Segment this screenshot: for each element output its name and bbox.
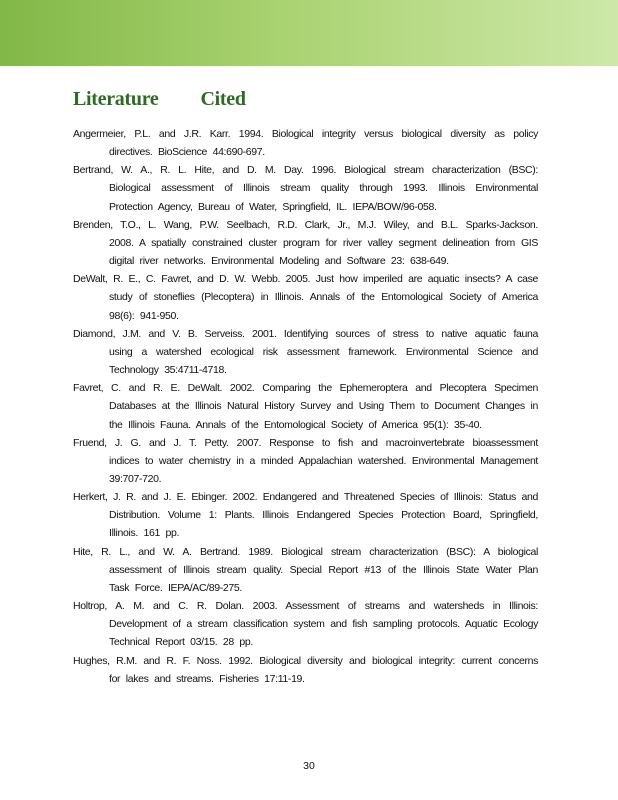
header-band [0, 0, 618, 66]
reference-entry: Favret, C. and R. E. DeWalt. 2002. Comparing the Ephemeroptera and Plecoptera Specimen Databases at the Illinois Natural History Survey and Using Them to Document Changes in the Illinois Fauna. Annals of the Entomological Society of America 95(1): 35-40. [73, 382, 538, 431]
reference-entry: Bertrand, W. A., R. L. Hite, and D. M. Day. 1996. Biological stream characterization (BSC): Biological assessment of Illinois stream quality through 1993. Illinois Environmental Protection Agency, Bureau of Water, Springfield, IL. IEPA/BOW/96-058. [73, 164, 538, 213]
reference-entry: Holtrop, A. M. and C. R. Dolan. 2003. Assessment of streams and watersheds in Illinois: Development of a stream classification system and fish sampling protocols. Aquatic Ecology Technical Report 03/15. 28 pp. [73, 600, 538, 649]
reference-entry: Brenden, T.O., L. Wang, P.W. Seelbach, R.D. Clark, Jr., M.J. Wiley, and B.L. Sparks-Jackson. 2008. A spatially constrained cluster program for river valley segment delineation from GIS digital river networks. Environmental Modeling and Software 23: 638-649. [73, 218, 538, 268]
reference-entry: Diamond, J.M. and V. B. Serveiss. 2001. Identifying sources of stress to native aquatic fauna using a watershed ecological risk assessment framework. Environmental Science and Technology 35:4711-4718. [73, 327, 538, 377]
reference-entry: Angermeier, P.L. and J.R. Karr. 1994. Biological integrity versus biological diversity as policy directives. BioScience 44:690-697. [73, 128, 538, 159]
reference-entry: Fruend, J. G. and J. T. Petty. 2007. Response to fish and macroinvertebrate bioassessment indices to water chemistry in a minded Appalachian watershed. Environmental Management 39:707-720. [73, 436, 538, 485]
reference-list [73, 125, 538, 688]
reference-entry: Hughes, R.M. and R. F. Noss. 1992. Biological diversity and biological integrity: current concerns for lakes and streams. Fisheries 17:11-19. [73, 654, 538, 685]
reference-entry: DeWalt, R. E., C. Favret, and D. W. Webb. 2005. Just how imperiled are aquatic insects? A case study of stoneflies (Plecoptera) in Illinois. Annals of the Entomological Society of America 98(6): 941-950. [73, 273, 538, 322]
page-number: 30 [303, 760, 315, 772]
title-word-literature: Literature [73, 88, 159, 110]
reference-entry: Herkert, J. R. and J. E. Ebinger. 2002. Endangered and Threatened Species of Illinois: Status and Distribution. Volume 1: Plants. Illinois Endangered Species Protection Board, Springfield, Illinois. 161 pp. [73, 491, 538, 540]
reference-entry: Hite, R. L., and W. A. Bertrand. 1989. Biological stream characterization (BSC): A biological assessment of Illinois stream quality. Special Report #13 of the Illinois State Water Plan Task Force. IEPA/AC/89-275. [73, 545, 538, 594]
page-title [73, 88, 246, 111]
title-word-cited: Cited [200, 88, 246, 110]
